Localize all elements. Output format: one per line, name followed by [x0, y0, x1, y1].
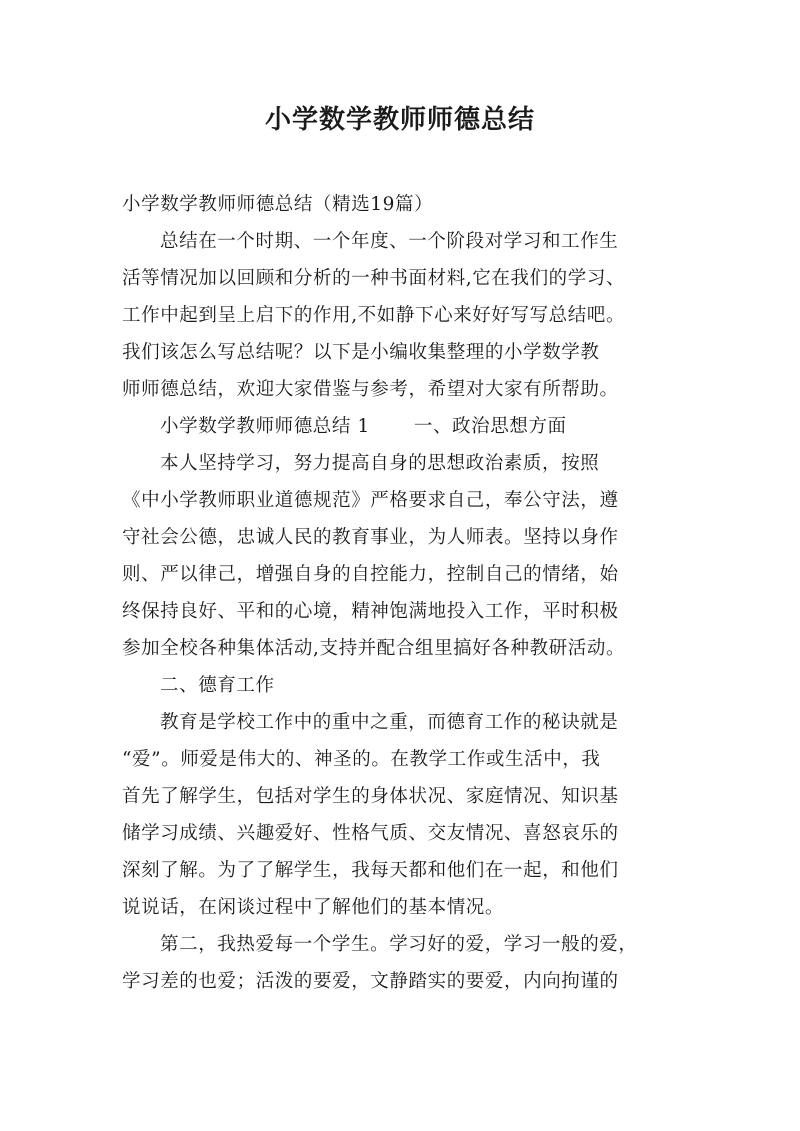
- body-line: 学习差的也爱；活泼的要爱，文静踏实的要爱，内向拘谨的: [122, 971, 619, 992]
- body-line: “爱”。师爱是伟大的、神圣的。在教学工作或生活中，我: [122, 749, 601, 770]
- body-line: 本人坚持学习，努力提高自身的思想政治素质，按照: [160, 453, 600, 474]
- body-line: 储学习成绩、兴趣爱好、性格气质、交友情况、喜怒哀乐的: [122, 823, 619, 844]
- body-line: 深刻了解。为了了解学生，我每天都和他们在一起，和他们: [122, 860, 619, 881]
- section-heading: 二、德育工作: [160, 675, 275, 696]
- body-line: 活等情况加以回顾和分析的一种书面材料,它在我们的学习、: [122, 268, 626, 289]
- article-number-label: 小学数学教师师德总结 1: [160, 416, 370, 437]
- document-body: [122, 186, 682, 1000]
- body-line: 终保持良好、平和的心境，精神饱满地投入工作，平时积极: [122, 601, 619, 622]
- document-title: 小学数学教师师德总结: [264, 105, 535, 135]
- body-line: 小学数学教师师德总结（精选19篇）: [122, 194, 434, 215]
- body-line: 我们该怎么写总结呢？以下是小编收集整理的小学数学教: [122, 342, 600, 363]
- body-line: 第二，我热爱每一个学生。学习好的爱，学习一般的爱，: [160, 934, 638, 955]
- body-line: 师师德总结，欢迎大家借鉴与参考，希望对大家有所帮助。: [122, 379, 619, 400]
- body-line: 《中小学教师职业道德规范》严格要求自己，奉公守法，遵: [122, 490, 619, 511]
- body-line: 则、严以律己，增强自身的自控能力，控制自己的情绪，始: [122, 564, 619, 585]
- body-line: 工作中起到呈上启下的作用,不如静下心来好好写写总结吧。: [122, 305, 626, 326]
- body-line: 守社会公德，忠诚人民的教育事业，为人师表。坚持以身作: [122, 527, 619, 548]
- body-line: 首先了解学生，包括对学生的身体状况、家庭情况、知识基: [122, 786, 619, 807]
- body-line: 教育是学校工作中的重中之重，而德育工作的秘诀就是: [160, 712, 619, 733]
- body-line: 说说话，在闲谈过程中了解他们的基本情况。: [122, 897, 505, 918]
- body-line: 参加全校各种集体活动,支持并配合组里搞好各种教研活动。: [122, 638, 626, 659]
- body-line: 总结在一个时期、一个年度、一个阶段对学习和工作生: [160, 231, 619, 252]
- section-heading-line: [122, 408, 682, 445]
- section-heading: 一、政治思想方面: [413, 416, 567, 437]
